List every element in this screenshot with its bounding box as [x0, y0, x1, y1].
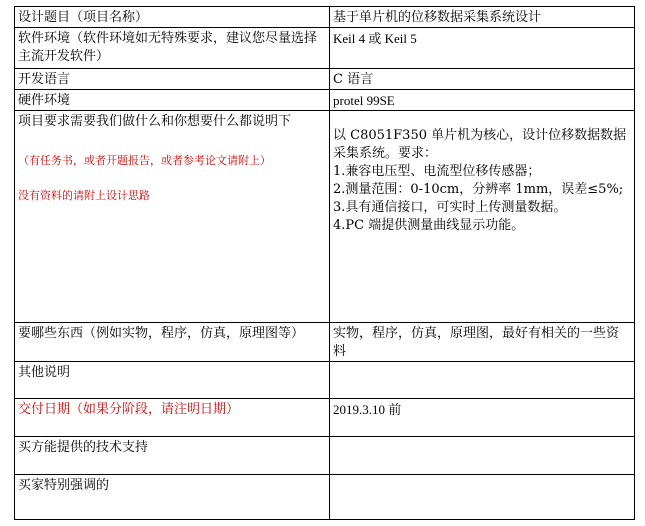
- row-delivery-date: [15, 399, 635, 437]
- tech-support-label: 买方能提供的技术支持: [15, 437, 330, 475]
- requirements-line: 以 C8051F350 单片机为核心，设计位移数据数据采集系统。要求：: [333, 128, 627, 161]
- row-dev-language: [15, 69, 635, 90]
- requirements-note-design-idea: 没有资料的请附上设计思路: [18, 189, 150, 202]
- row-software-env: [15, 28, 635, 69]
- hardware-env-value: protel 99SE: [330, 90, 635, 111]
- software-env-label: 软件环境（软件环境如无特殊要求，建议您尽量选择主流开发软件）: [15, 28, 330, 69]
- dev-language-label: 开发语言: [15, 69, 330, 90]
- row-hardware-env: [15, 90, 635, 111]
- tech-support-value: [330, 437, 635, 475]
- design-topic-label: 设计题目（项目名称）: [15, 7, 330, 28]
- deliverables-label: 要哪些东西（例如实物，程序，仿真，原理图等）: [15, 323, 330, 362]
- requirements-line: 4.PC 端提供测量曲线显示功能。: [333, 218, 525, 233]
- requirements-line: 1.兼容电压型、电流型位移传感器；: [333, 164, 541, 179]
- buyer-emphasis-value: [330, 475, 635, 520]
- row-design-topic: [15, 7, 635, 28]
- requirements-line: 3.具有通信接口，可实时上传测量数据。: [333, 200, 567, 215]
- row-other-notes: [15, 362, 635, 399]
- requirements-label-cell: [15, 111, 330, 323]
- requirements-line: 2.测量范围：0-10cm，分辨率 1mm，误差≤5%;: [333, 182, 624, 197]
- row-tech-support: [15, 437, 635, 475]
- other-notes-value: [330, 362, 635, 399]
- row-buyer-emphasis: [15, 475, 635, 520]
- deliverables-value: 实物，程序，仿真，原理图，最好有相关的一些资料: [330, 323, 635, 362]
- buyer-emphasis-label: 买家特别强调的: [15, 475, 330, 520]
- requirements-value-cell: [330, 111, 635, 323]
- requirements-label: 项目要求需要我们做什么和你想要什么都说明下: [18, 114, 292, 129]
- delivery-date-value: 2019.3.10 前: [330, 399, 635, 437]
- software-env-value: Keil 4 或 Keil 5: [330, 28, 635, 69]
- hardware-env-label: 硬件环境: [15, 90, 330, 111]
- design-topic-value: 基于单片机的位移数据采集系统设计: [330, 7, 635, 28]
- dev-language-value: C 语言: [330, 69, 635, 90]
- row-requirements: [15, 111, 635, 323]
- other-notes-label: 其他说明: [15, 362, 330, 399]
- row-deliverables: [15, 323, 635, 362]
- requirements-note-attachments: （有任务书，或者开题报告，或者参考论文请附上）: [18, 154, 271, 167]
- delivery-date-label: 交付日期（如果分阶段，请注明日期）: [15, 399, 330, 437]
- requirements-form-table: [14, 6, 635, 520]
